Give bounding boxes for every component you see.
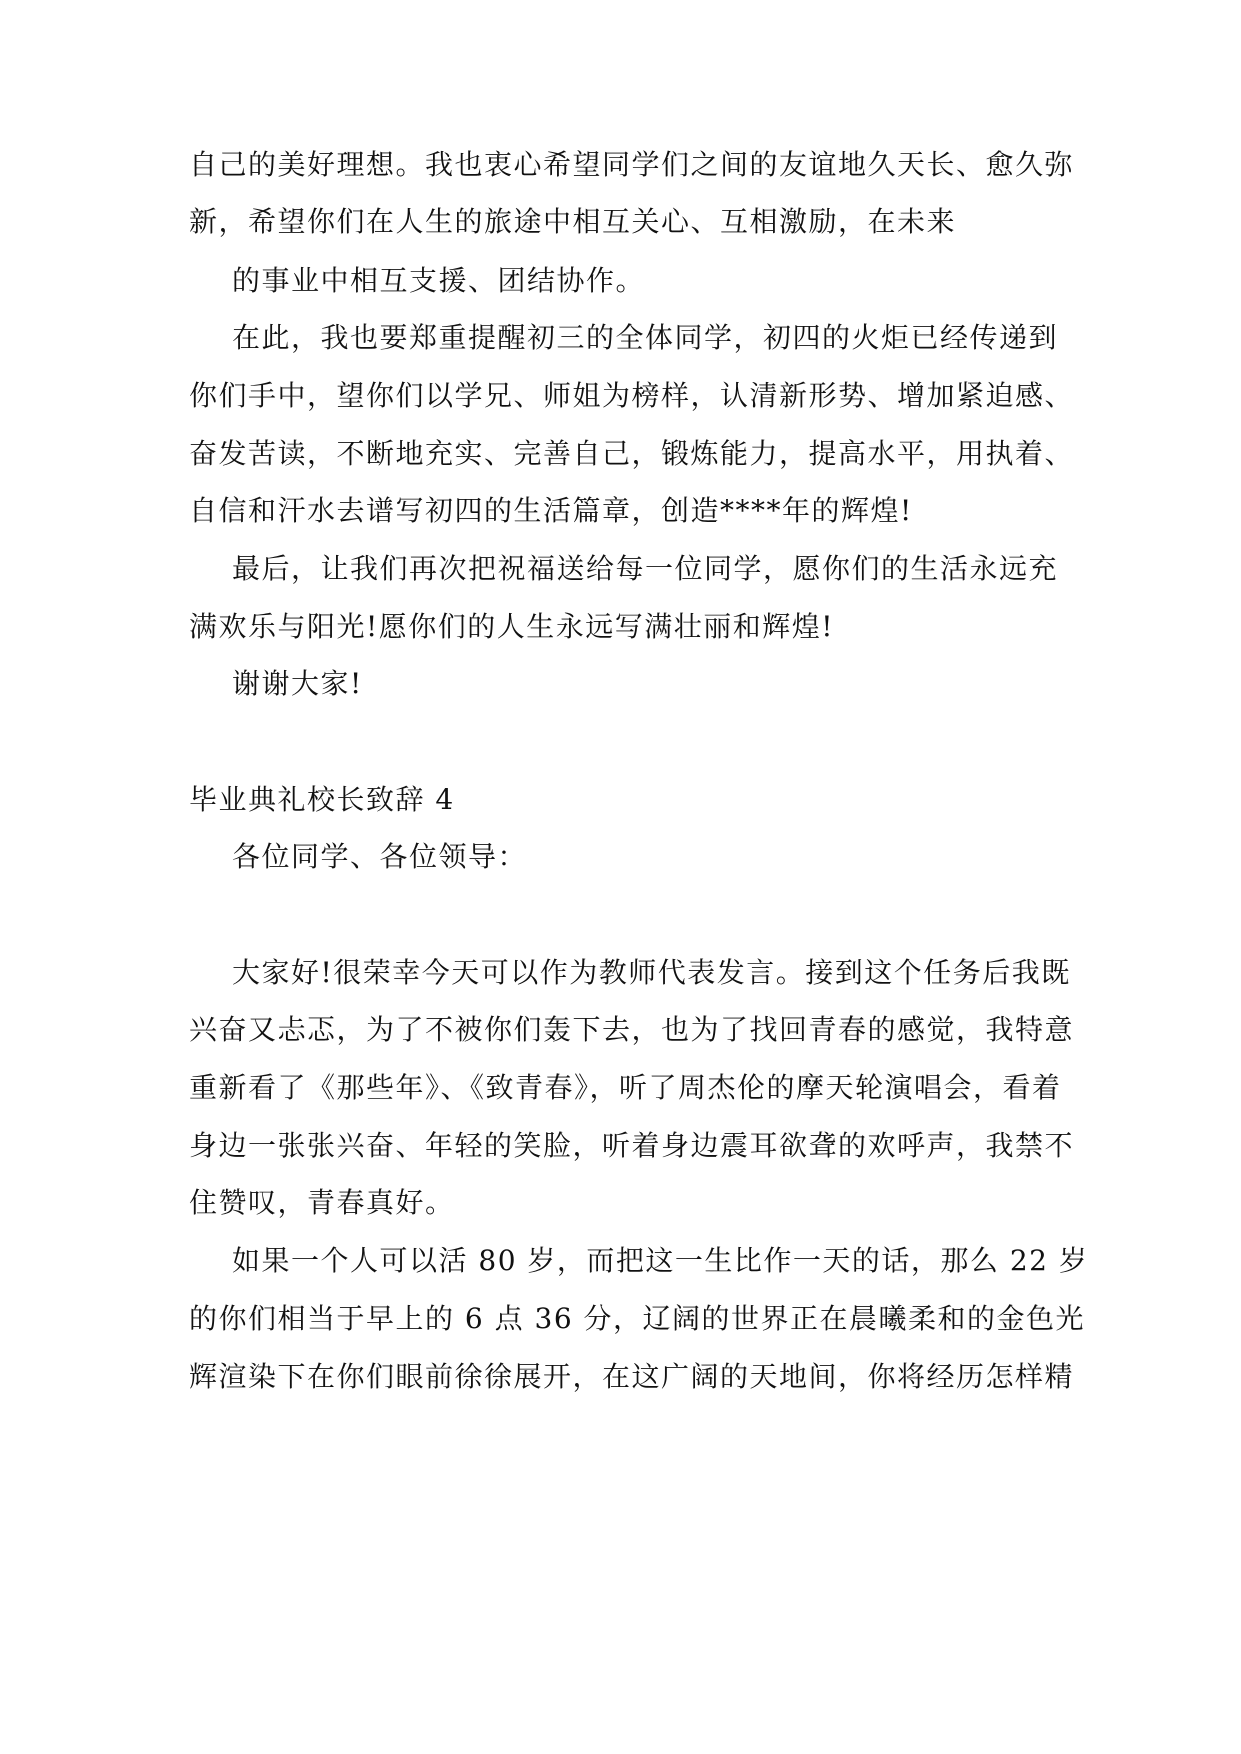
body-text-line: 新，希望你们在人生的旅途中相互关心、互相激励，在未来 [189, 205, 957, 238]
body-text-line: 兴奋又忐忑，为了不被你们轰下去，也为了找回青春的感觉，我特意 [189, 1013, 1075, 1046]
paragraph-first-line: 最后，让我们再次把祝福送给每一位同学，愿你们的生活永远充 [232, 552, 1059, 585]
body-text-line: 的事业中相互支援、团结协作。 [232, 264, 646, 297]
paragraph-first-line: 如果一个人可以活 80 岁，而把这一生比作一天的话，那么 22 岁 [232, 1244, 1089, 1277]
body-text-line: 身边一张张兴奋、年轻的笑脸，听着身边震耳欲聋的欢呼声，我禁不 [189, 1129, 1075, 1162]
body-text-line: 自己的美好理想。我也衷心希望同学们之间的友谊地久天长、愈久弥 [189, 148, 1075, 181]
paragraph-first-line: 大家好!很荣幸今天可以作为教师代表发言。接到这个任务后我既 [232, 956, 1071, 989]
body-text-line: 重新看了《那些年》、《致青春》，听了周杰伦的摩天轮演唱会，看着 [189, 1071, 1062, 1104]
paragraph-first-line: 在此，我也要郑重提醒初三的全体同学，初四的火炬已经传递到 [232, 321, 1059, 354]
body-text-line: 满欢乐与阳光!愿你们的人生永远写满壮丽和辉煌! [189, 610, 835, 643]
salutation: 各位同学、各位领导： [232, 840, 528, 873]
body-text-line: 你们手中，望你们以学兄、师姐为榜样，认清新形势、增加紧迫感、 [189, 379, 1075, 412]
body-text-line: 奋发苦读，不断地充实、完善自己，锻炼能力，提高水平，用执着、 [189, 437, 1075, 470]
body-text-line: 住赞叹，青春真好。 [189, 1186, 455, 1219]
body-text-line: 自信和汗水去谱写初四的生活篇章，创造****年的辉煌! [189, 494, 913, 527]
body-text-line: 的你们相当于早上的 6 点 36 分，辽阔的世界正在晨曦柔和的金色光 [189, 1302, 1086, 1335]
paragraph-first-line: 谢谢大家! [232, 667, 363, 700]
body-text-line: 辉渲染下在你们眼前徐徐展开，在这广阔的天地间，你将经历怎样精 [189, 1360, 1075, 1393]
section-heading: 毕业典礼校长致辞 4 [189, 783, 455, 816]
